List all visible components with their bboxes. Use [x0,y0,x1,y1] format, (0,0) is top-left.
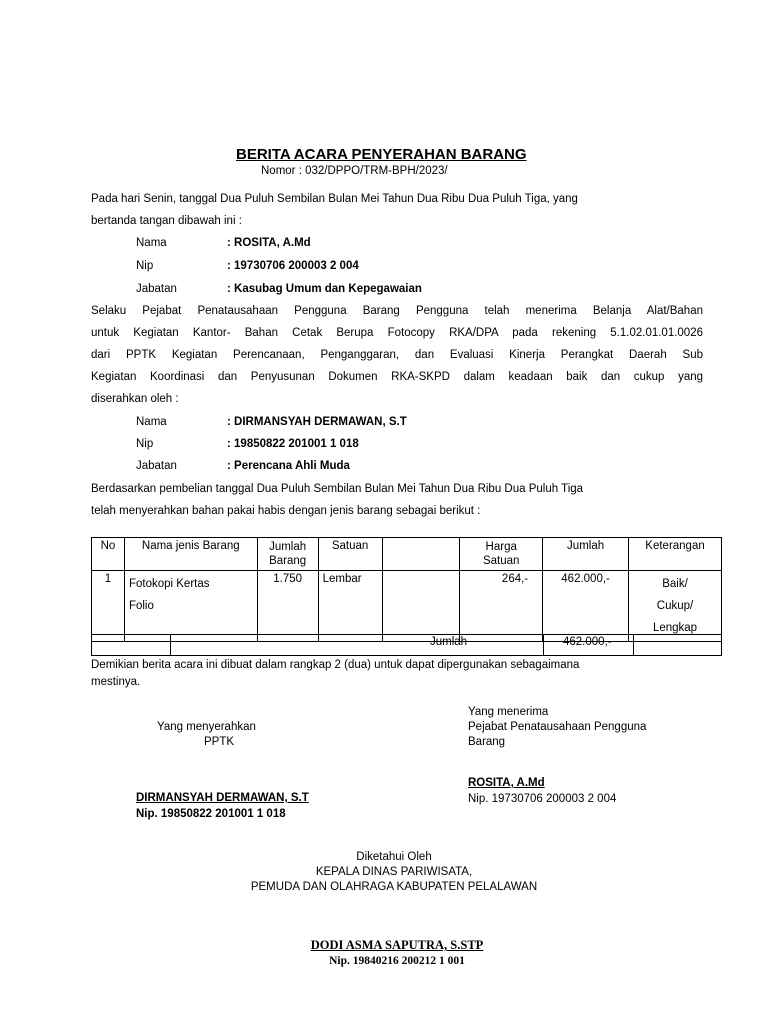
header-quantity: Jumlah Barang [257,538,318,571]
table-row [92,571,722,642]
header-unit-price: Harga Satuan [460,538,543,571]
party1-nip-label: Nip [136,260,154,272]
closing-line-1: Demikian berita acara ini dibuat dalam rangkap 2 (dua) untuk dapat dipergunakan sebagaimana [91,659,580,671]
para2-line-1: Selaku Pejabat Penatausahaan Pengguna Barang Pengguna telah menerima Belanja Alat/Bahan [91,305,703,317]
para2-line-4: Kegiatan Koordinasi dan Penyusunan Dokumen RKA-SKPD dalam keadaan baik dan cukup yang [91,371,703,383]
party1-position-value: : Kasubag Umum dan Kepegawaian [227,283,422,295]
party1-name-label: Nama [136,237,167,249]
left-sign-nip: Nip. 19850822 201001 1 018 [136,808,286,820]
header-unit: Satuan [318,538,382,571]
row-blank [382,571,460,642]
left-sign-role: Yang menyerahkan [157,721,256,733]
known-by-label: Diketahui Oleh [356,851,432,863]
total-value: 462.000,- [563,636,612,648]
para2-line-3: dari PPTK Kegiatan Perencanaan, Penganggaran, dan Evaluasi Kinerja Perangkat Daerah Sub [91,349,703,361]
row-no: 1 [92,571,125,642]
para3-line-1: Berdasarkan pembelian tanggal Dua Puluh Sembilan Bulan Mei Tahun Dua Ribu Dua Puluh Tiga [91,483,584,495]
party1-nip-value: : 19730706 200003 2 004 [227,260,359,272]
party2-name-value: : DIRMANSYAH DERMAWAN, S.T [227,416,407,428]
row-item-name: Fotokopi Kertas Folio [124,571,257,642]
para2-line-2: untuk Kegiatan Kantor- Bahan Cetak Berupa Fotocopy RKA/DPA pada rekening 5.1.02.01.01.0026 [91,327,703,339]
total-label: Jumlah [430,636,468,648]
left-sign-role-2: PPTK [204,736,235,748]
right-sign-role: Yang menerima [468,706,549,718]
row-unit: Lembar [318,571,382,642]
row-unit-price: 264,- [460,571,543,642]
intro-line-1: Pada hari Senin, tanggal Dua Puluh Sembilan Bulan Mei Tahun Dua Ribu Dua Puluh Tiga, yang [91,193,578,205]
intro-line-2: bertanda tangan dibawah ini : [91,215,242,227]
para2-line-5: diserahkan oleh : [91,393,179,405]
document-number: Nomor : 032/DPPO/TRM-BPH/2023/ [261,165,448,177]
header-blank [382,538,460,571]
header-remarks: Keterangan [629,538,722,571]
head-signatory-name: DODI ASMA SAPUTRA, S.STP [310,938,484,952]
party2-name-label: Nama [136,416,167,428]
right-sign-nip: Nip. 19730706 200003 2 004 [468,793,617,805]
party2-position-value: : Perencana Ahli Muda [227,460,350,472]
left-sign-name: DIRMANSYAH DERMAWAN, S.T [136,792,309,804]
party2-nip-label: Nip [136,438,154,450]
table-header-row [92,538,722,571]
items-table [91,537,722,642]
closing-line-2: mestinya. [91,676,141,688]
head-of-office-title: KEPALA DINAS PARIWISATA, [315,866,473,878]
document-title: BERITA ACARA PENYERAHAN BARANG [236,146,527,163]
header-total: Jumlah [543,538,629,571]
table-total-row [91,634,722,656]
row-total: 462.000,- [543,571,629,642]
party1-position-label: Jabatan [136,283,177,295]
header-no: No [92,538,125,571]
para3-line-2: telah menyerahkan bahan pakai habis dengan jenis barang sebagai berikut : [91,505,481,517]
right-sign-role-2: Pejabat Penatausahaan Pengguna [468,721,647,733]
party2-position-label: Jabatan [136,460,177,472]
right-sign-role-3: Barang [468,736,506,748]
party2-nip-value: : 19850822 201001 1 018 [227,438,359,450]
row-remarks: Baik/ Cukup/ Lengkap [629,571,722,642]
head-signatory-nip: Nip. 19840216 200212 1 001 [329,955,465,967]
party1-name-value: : ROSITA, A.Md [227,237,311,249]
right-sign-name: ROSITA, A.Md [468,777,545,789]
office-name: PEMUDA DAN OLAHRAGA KABUPATEN PELALAWAN [250,881,538,893]
row-quantity: 1.750 [257,571,318,642]
header-item-name: Nama jenis Barang [124,538,257,571]
